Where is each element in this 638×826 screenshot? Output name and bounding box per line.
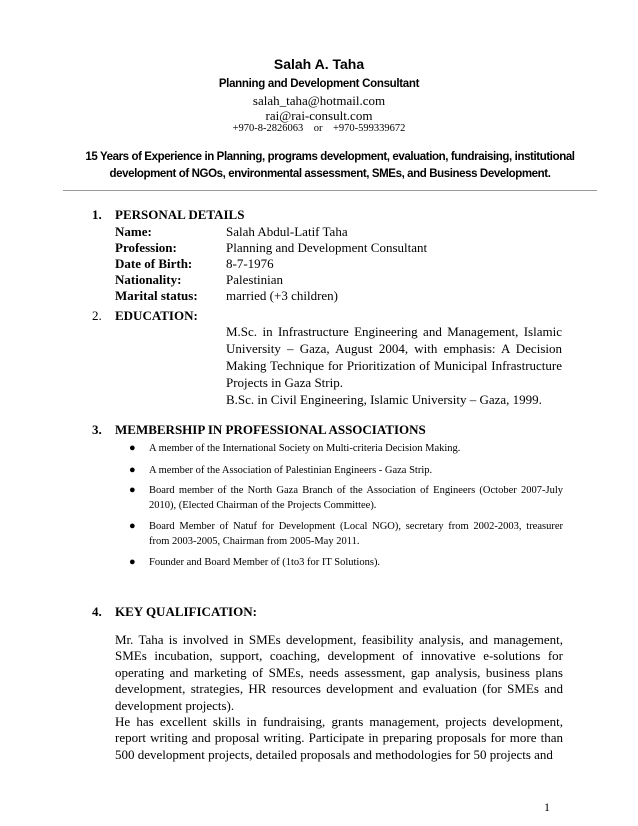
candidate-name: Salah A. Taha bbox=[273, 56, 365, 72]
page-number: 1 bbox=[544, 800, 550, 814]
qualification-paragraph: Mr. Taha is involved in SMEs development, feasibility analysis, and management, SMEs incubation, support, coaching, development of innovative e-solutions for operating and marketing of SMEs, needs assessment, gap analysis, business plans development, strategies, HR resources development and evaluation (for SMEs and development projects). bbox=[115, 632, 563, 713]
section-number-qualification: 4. bbox=[92, 604, 102, 619]
phone-numbers: +970-8-2826063 or +970-599339672 bbox=[232, 123, 406, 134]
section-title-qualification: KEY QUALIFICATION: bbox=[115, 604, 257, 619]
personal-label: Name: bbox=[115, 224, 152, 239]
section-title-education: EDUCATION: bbox=[115, 308, 198, 323]
bullet-icon: ● bbox=[129, 520, 136, 532]
email-secondary[interactable]: rai@rai-consult.com bbox=[265, 108, 373, 123]
personal-value: Salah Abdul-Latif Taha bbox=[226, 224, 348, 239]
membership-item: ● A member of the Association of Palestinian Engineers - Gaza Strip. bbox=[129, 464, 433, 476]
membership-item: ● Board member of the North Gaza Branch of the Association of Engineers (October 2007-July 2010), (Elected Chairman of the Projects Committee). bbox=[129, 484, 563, 511]
section-number-personal: 1. bbox=[92, 207, 102, 222]
header-divider bbox=[63, 190, 597, 191]
section-number-education: 2. bbox=[92, 308, 102, 323]
section-title-membership: MEMBERSHIP IN PROFESSIONAL ASSOCIATIONS bbox=[115, 422, 426, 437]
membership-item: ● A member of the International Society on Multi-criteria Decision Making. bbox=[129, 442, 461, 454]
education-entry-bsc: B.Sc. in Civil Engineering, Islamic University – Gaza, 1999. bbox=[226, 392, 542, 407]
bullet-icon: ● bbox=[129, 442, 136, 454]
qualification-paragraph: He has excellent skills in fundraising, grants management, projects development, report writing and proposal writing. Participate in preparing proposals for more than 500 development projects, detailed proposals and methodologies for 50 projects and bbox=[115, 714, 563, 762]
section-number-membership: 3. bbox=[92, 422, 102, 437]
membership-item: ● Board Member of Natuf for Development (Local NGO), secretary from 2002-2003, treasurer from 2003-2005, Chairman from 2005-May 2011. bbox=[129, 520, 563, 547]
personal-label: Profession: bbox=[115, 240, 177, 255]
education-entry-msc: M.Sc. in Infrastructure Engineering and Management, Islamic University – Gaza, August 2004, with emphasis: A Decision Making Technique for Prioritization of Municipal Infrastructure Projects in Gaza Strip. bbox=[226, 324, 562, 390]
experience-summary: 15 Years of Experience in Planning, programs development, evaluation, fundraising, institutional development of NGOs, environmental assessment, SMEs, and Business Development. bbox=[85, 151, 575, 180]
bullet-icon: ● bbox=[129, 464, 136, 476]
personal-value: Planning and Development Consultant bbox=[226, 240, 428, 255]
bullet-icon: ● bbox=[129, 484, 136, 496]
email-primary[interactable]: salah_taha@hotmail.com bbox=[252, 93, 386, 108]
section-title-personal: PERSONAL DETAILS bbox=[115, 207, 245, 222]
personal-label: Nationality: bbox=[115, 272, 182, 287]
bullet-icon: ● bbox=[129, 556, 136, 568]
personal-label: Date of Birth: bbox=[115, 256, 193, 271]
membership-item: ● Founder and Board Member of (1to3 for IT Solutions). bbox=[129, 556, 381, 568]
candidate-title: Planning and Development Consultant bbox=[218, 78, 420, 90]
personal-value: married (+3 children) bbox=[226, 288, 339, 303]
personal-value: 8-7-1976 bbox=[226, 256, 274, 271]
personal-label: Marital status: bbox=[115, 288, 198, 303]
personal-value: Palestinian bbox=[226, 272, 284, 287]
